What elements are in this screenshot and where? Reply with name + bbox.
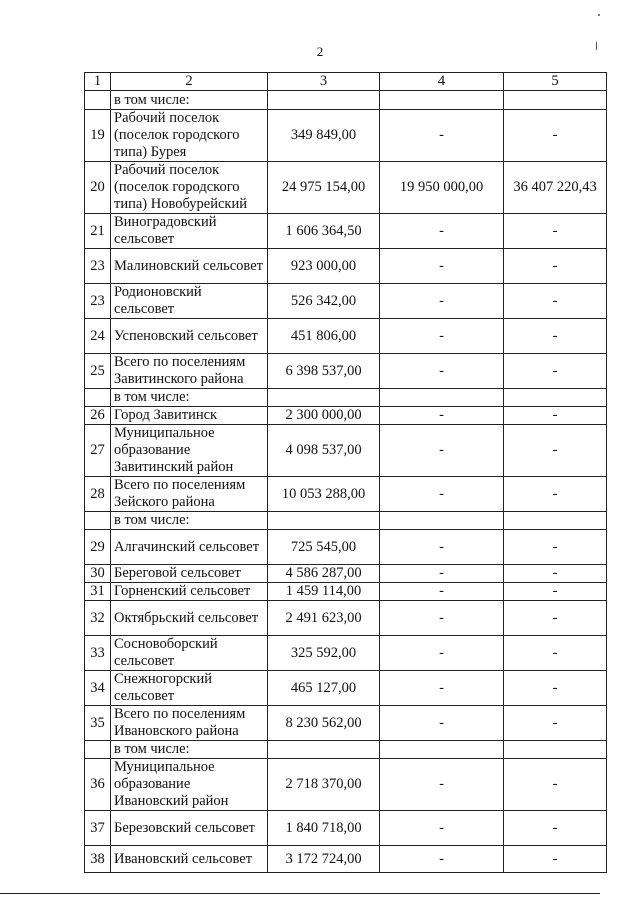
row-number-cell: 36 <box>85 759 111 811</box>
amount-col5-cell: - <box>504 706 607 741</box>
row-number-cell <box>85 512 111 530</box>
bottom-border-line <box>0 893 600 894</box>
name-cell: Алгачинский сельсовет <box>111 530 268 565</box>
amount-col4-cell: - <box>380 319 504 354</box>
budget-table <box>84 72 607 873</box>
table-row <box>85 636 607 671</box>
amount-col3-cell: 725 545,00 <box>268 530 380 565</box>
amount-col3-cell: 1 606 364,50 <box>268 214 380 249</box>
table-row <box>85 741 607 759</box>
amount-col4-cell: - <box>380 249 504 284</box>
table-row <box>85 214 607 249</box>
table-row <box>85 284 607 319</box>
amount-col5-cell: - <box>504 636 607 671</box>
amount-col3-cell: 923 000,00 <box>268 249 380 284</box>
amount-col5-cell <box>504 512 607 530</box>
amount-col4-cell: - <box>380 636 504 671</box>
amount-col5-cell: - <box>504 477 607 512</box>
amount-col5-cell: - <box>504 249 607 284</box>
amount-col3-cell <box>268 389 380 407</box>
row-number-cell: 21 <box>85 214 111 249</box>
table-row <box>85 601 607 636</box>
name-cell: в том числе: <box>111 741 268 759</box>
row-number-cell: 19 <box>85 110 111 162</box>
scan-speck <box>598 14 600 16</box>
amount-col4-cell: - <box>380 846 504 873</box>
row-number-cell: 32 <box>85 601 111 636</box>
amount-col3-cell: 526 342,00 <box>268 284 380 319</box>
table-row <box>85 407 607 425</box>
amount-col3-cell <box>268 91 380 110</box>
row-number-cell <box>85 91 111 110</box>
name-cell: Всего по поселениям Ивановского района <box>111 706 268 741</box>
amount-col4-cell: - <box>380 706 504 741</box>
row-number-cell: 20 <box>85 162 111 214</box>
amount-col5-cell: - <box>504 110 607 162</box>
table-row <box>85 91 607 110</box>
table-row <box>85 110 607 162</box>
row-number-cell: 33 <box>85 636 111 671</box>
row-number-cell: 34 <box>85 671 111 706</box>
name-cell: Всего по поселениям Зейского района <box>111 477 268 512</box>
amount-col5-cell: - <box>504 601 607 636</box>
page-number: 2 <box>316 44 324 59</box>
name-cell: Ивановский сельсовет <box>111 846 268 873</box>
amount-col5-cell: - <box>504 846 607 873</box>
amount-col3-cell: 349 849,00 <box>268 110 380 162</box>
amount-col4-cell <box>380 389 504 407</box>
amount-col5-cell: - <box>504 214 607 249</box>
table-row <box>85 512 607 530</box>
amount-col4-cell: - <box>380 565 504 583</box>
header-cell: 1 <box>85 73 111 91</box>
amount-col4-cell <box>380 91 504 110</box>
amount-col5-cell: - <box>504 671 607 706</box>
amount-col4-cell: - <box>380 425 504 477</box>
table-row <box>85 389 607 407</box>
table-row <box>85 811 607 846</box>
amount-col3-cell <box>268 512 380 530</box>
amount-col5-cell: - <box>504 759 607 811</box>
scan-speck <box>596 42 597 50</box>
amount-col3-cell: 451 806,00 <box>268 319 380 354</box>
row-number-cell: 27 <box>85 425 111 477</box>
amount-col3-cell: 465 127,00 <box>268 671 380 706</box>
amount-col4-cell: - <box>380 477 504 512</box>
amount-col3-cell: 2 300 000,00 <box>268 407 380 425</box>
table-row <box>85 425 607 477</box>
amount-col4-cell: - <box>380 811 504 846</box>
table-row <box>85 706 607 741</box>
table-header-row <box>85 73 607 91</box>
name-cell: Рабочий поселок (поселок городского типа) Новобурейский <box>111 162 268 214</box>
name-cell: в том числе: <box>111 91 268 110</box>
name-cell: Октябрьский сельсовет <box>111 601 268 636</box>
amount-col5-cell <box>504 91 607 110</box>
name-cell: Рабочий поселок (поселок городского типа) Бурея <box>111 110 268 162</box>
amount-col4-cell: 19 950 000,00 <box>380 162 504 214</box>
row-number-cell: 37 <box>85 811 111 846</box>
table-row <box>85 319 607 354</box>
amount-col3-cell: 8 230 562,00 <box>268 706 380 741</box>
amount-col4-cell: - <box>380 407 504 425</box>
table-row <box>85 162 607 214</box>
amount-col5-cell <box>504 741 607 759</box>
name-cell: Малиновский сельсовет <box>111 249 268 284</box>
amount-col3-cell: 10 053 288,00 <box>268 477 380 512</box>
name-cell: Родионовский сельсовет <box>111 284 268 319</box>
amount-col4-cell <box>380 741 504 759</box>
amount-col5-cell: - <box>504 530 607 565</box>
table-row <box>85 249 607 284</box>
table-body <box>85 91 607 873</box>
amount-col4-cell: - <box>380 583 504 601</box>
amount-col5-cell: - <box>504 319 607 354</box>
table-row <box>85 530 607 565</box>
amount-col3-cell: 1 459 114,00 <box>268 583 380 601</box>
amount-col4-cell: - <box>380 354 504 389</box>
row-number-cell: 38 <box>85 846 111 873</box>
amount-col5-cell: - <box>504 565 607 583</box>
amount-col3-cell <box>268 741 380 759</box>
name-cell: Снежногорский сельсовет <box>111 671 268 706</box>
name-cell: Муниципальное образование Ивановский район <box>111 759 268 811</box>
amount-col5-cell <box>504 389 607 407</box>
amount-col5-cell: - <box>504 811 607 846</box>
table-row <box>85 583 607 601</box>
name-cell: в том числе: <box>111 389 268 407</box>
row-number-cell: 35 <box>85 706 111 741</box>
table-row <box>85 671 607 706</box>
row-number-cell: 30 <box>85 565 111 583</box>
amount-col5-cell: - <box>504 407 607 425</box>
name-cell: в том числе: <box>111 512 268 530</box>
name-cell: Березовский сельсовет <box>111 811 268 846</box>
name-cell: Береговой сельсовет <box>111 565 268 583</box>
row-number-cell: 31 <box>85 583 111 601</box>
amount-col5-cell: 36 407 220,43 <box>504 162 607 214</box>
row-number-cell <box>85 741 111 759</box>
row-number-cell <box>85 389 111 407</box>
amount-col5-cell: - <box>504 583 607 601</box>
row-number-cell: 23 <box>85 284 111 319</box>
table-row <box>85 565 607 583</box>
row-number-cell: 28 <box>85 477 111 512</box>
header-cell: 4 <box>380 73 504 91</box>
amount-col3-cell: 3 172 724,00 <box>268 846 380 873</box>
header-cell: 3 <box>268 73 380 91</box>
row-number-cell: 23 <box>85 249 111 284</box>
amount-col3-cell: 24 975 154,00 <box>268 162 380 214</box>
amount-col3-cell: 4 098 537,00 <box>268 425 380 477</box>
amount-col4-cell: - <box>380 284 504 319</box>
name-cell: Горненский сельсовет <box>111 583 268 601</box>
name-cell: Виноградовский сельсовет <box>111 214 268 249</box>
row-number-cell: 29 <box>85 530 111 565</box>
row-number-cell: 25 <box>85 354 111 389</box>
name-cell: Сосновоборский сельсовет <box>111 636 268 671</box>
name-cell: Муниципальное образование Завитинский район <box>111 425 268 477</box>
row-number-cell: 26 <box>85 407 111 425</box>
table-row <box>85 354 607 389</box>
amount-col4-cell: - <box>380 759 504 811</box>
header-cell: 2 <box>111 73 268 91</box>
amount-col4-cell: - <box>380 671 504 706</box>
amount-col3-cell: 4 586 287,00 <box>268 565 380 583</box>
amount-col3-cell: 2 491 623,00 <box>268 601 380 636</box>
amount-col4-cell: - <box>380 214 504 249</box>
amount-col4-cell: - <box>380 530 504 565</box>
name-cell: Город Завитинск <box>111 407 268 425</box>
amount-col3-cell: 325 592,00 <box>268 636 380 671</box>
table-row <box>85 846 607 873</box>
name-cell: Успеновский сельсовет <box>111 319 268 354</box>
name-cell: Всего по поселениям Завитинского района <box>111 354 268 389</box>
amount-col3-cell: 1 840 718,00 <box>268 811 380 846</box>
amount-col4-cell: - <box>380 110 504 162</box>
row-number-cell: 24 <box>85 319 111 354</box>
table-row <box>85 759 607 811</box>
header-cell: 5 <box>504 73 607 91</box>
amount-col4-cell: - <box>380 601 504 636</box>
amount-col4-cell <box>380 512 504 530</box>
amount-col3-cell: 2 718 370,00 <box>268 759 380 811</box>
amount-col3-cell: 6 398 537,00 <box>268 354 380 389</box>
amount-col5-cell: - <box>504 354 607 389</box>
table-row <box>85 477 607 512</box>
amount-col5-cell: - <box>504 425 607 477</box>
amount-col5-cell: - <box>504 284 607 319</box>
